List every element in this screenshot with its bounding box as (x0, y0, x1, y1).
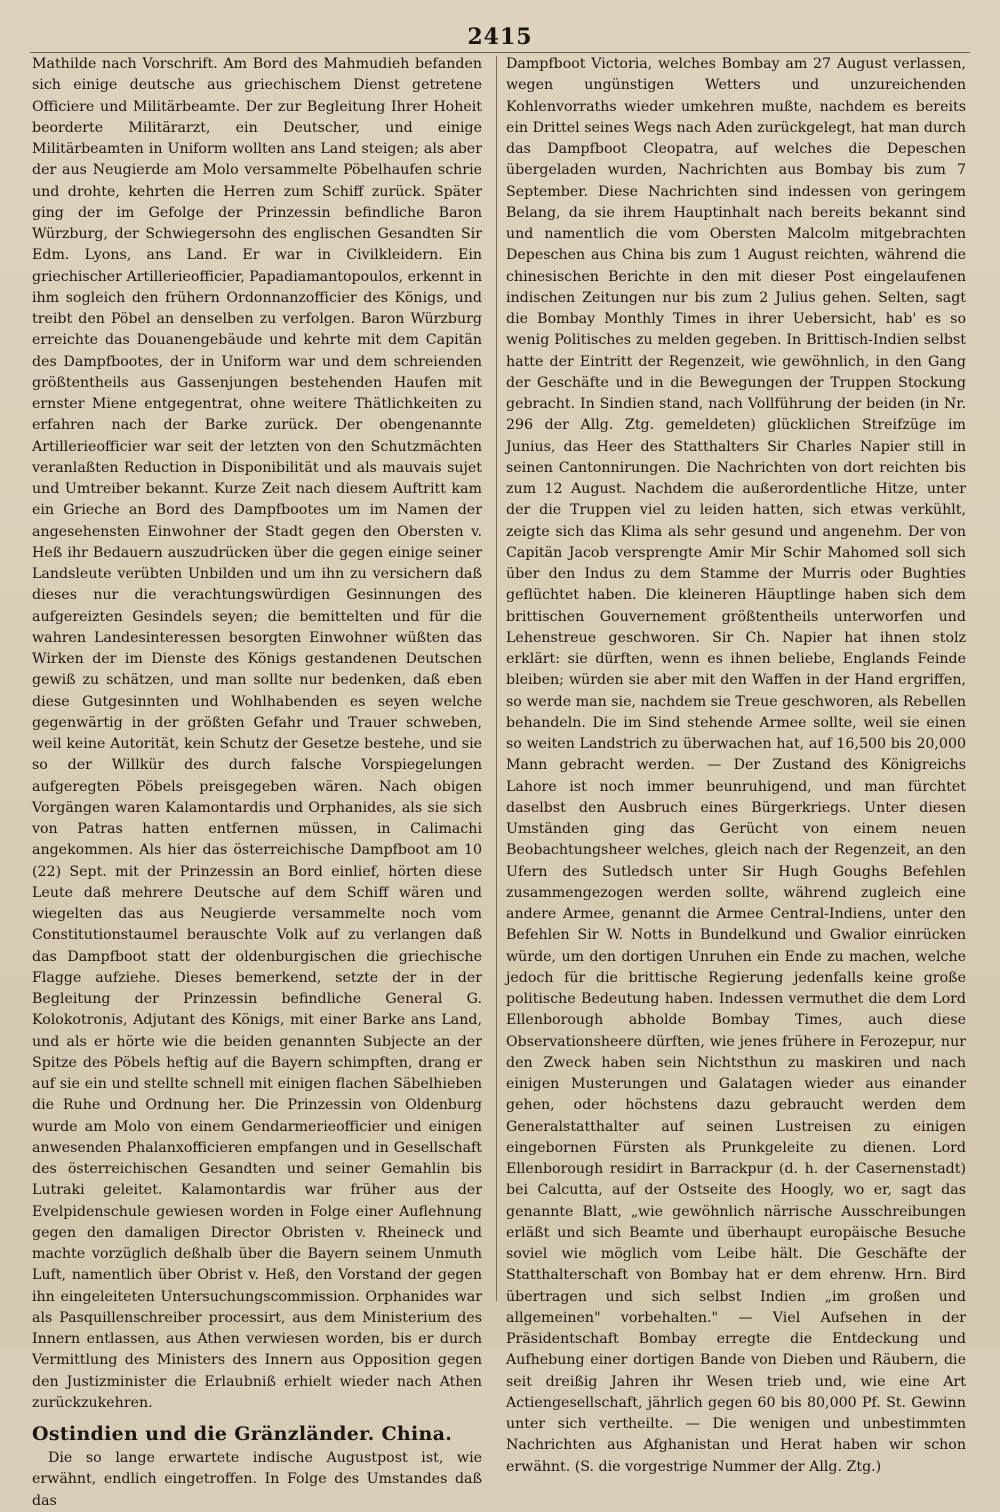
column-divider (496, 56, 497, 1301)
left-paragraph-continued: Mathilde nach Vorschrift. Am Bord des Mahmudieh befanden sich einige deutsche aus griechischem Dienst getretene Officiere und Militärbeamte. Der zur Begleitung Ihrer Hoheit beorderte Militärarzt, ein Deutscher, und einige Militärbeamten in Uniform wollten ans Land steigen; als aber der aus Neugierde am Molo versammelte Pöbelhaufen schrie und drohte, kehrten die Herren zum Schiff zurück. Später ging der im Gefolge der Prinzessin befindliche Baron Würzburg, der Schwiegersohn des englischen Gesandten Sir Edm. Lyons, ans Land. Er war in Civilkleidern. Ein griechischer Artillerieofficier, Papadiamantopoulos, erkennt in ihm sogleich den frühern Ordonnanzofficier des Königs, und treibt den Pöbel an denselben zu verfolgen. Baron Würzburg erreichte das Douanengebäude und kehrte mit dem Capitän des Dampfbootes, der in Uniform war und dem schreienden größtentheils aus Gassenjungen bestehenden Haufen mit ernster Miene entgegentrat, ohne weitere Thätlichkeiten zu erfahren nach der Barke zurück. Der obengenannte Artillerieofficier war seit der letzten von den Schutzmächten veranlaßten Reduction in Disponibilität und als mauvais sujet und Umtreiber bekannt. Kurze Zeit nach diesem Auftritt kam ein Grieche an Bord des Dampfbootes um im Namen der angesehensten Einwohner der Stadt gegen den Obersten v. Heß ihr Bedauern auszudrücken über die gegen einige seiner Landsleute verübten Unbilden und um ihn zu versichern daß dieses nur die verachtungswürdigen Gesinnungen des aufgereizten Gesindels seyen; die bemittelten und für die wahren Landesinteressen besorgten Einwohner wüßten das Wirken der im Dienste des Königs gestandenen Deutschen gewiß zu schätzen, und man sollte nur bedenken, daß eben diese Gutgesinnten und Wohlhabenden es seyen welche gegenwärtig in der größten Gefahr und Trauer schweben, weil keine Autorität, kein Schutz der Gesetze bestehe, und sie so der Willkür des durch falsche Vorspiegelungen aufgeregten Pöbels preisgegeben wären. Nach obigen Vorgängen waren Kalamontardis und Orphanides, als sie sich von Patras hatten entfernen müssen, in Calimachi angekommen. Als hier das österreichische Dampfboot am 10 (22) Sept. mit der Prinzessin an Bord einlief, hörten diese Leute daß mehrere Deutsche auf dem Schiff wären und wiegelten das aus Neugierde versammelte noch vom Constitutionstaumel berauschte Volk auf zu verlangen daß das Dampfboot statt der oldenburgischen die griechische Flagge aufziehe. Dieses bemerkend, setzte der in der Begleitung der Prinzessin befindliche General G. Kolokotronis, Adjutant des Königs, mit einer Barke ans Land, und als er hörte wie die beiden genannten Subjecte an der Spitze des Pöbels heftig auf die Bayern schimpften, drang er auf sie ein und stellte schnell mit einigen flachen Säbelhieben die Ruhe und Ordnung her. Die Prinzessin von Oldenburg wurde am Molo von einem Gendarmerieofficier und einigen anwesenden Phalanxofficieren empfangen und in Gesellschaft des österreichischen Gesandten und seiner Gemahlin bis Lutraki geleitet. Kalamontardis war früher aus der Evelpidenschule gewiesen worden in Folge einer Auflehnung gegen den damaligen Director Obristen v. Rheineck und machte vorzüglich deßhalb über die Bayern seinem Unmuth Luft, namentlich über Obrist v. Heß, den Vorstand der gegen ihn eingeleiteten Untersuchungscommission. Orphanides war als Pasquillenschreiber processirt, aus dem Ministerium des Innern entlassen, aus Athen verwiesen worden, bis er durch Vermittlung des Ministers des Innern aus Opposition gegen den Justizminister die Erlaubniß erhielt wieder nach Athen zurückzukehren. (32, 56, 482, 1411)
right-paragraph: Dampfboot Victoria, welches Bombay am 27 August verlassen, wegen ungünstigen Wetters und unzureichenden Kohlenvorraths wieder umkehren mußte, nachdem es bereits ein Drittel seines Wegs nach Aden zurückgelegt, hat man durch das Dampfboot Cleopatra, auf welches die Depeschen übergeladen wurden, Nachrichten aus Bombay bis zum 7 September. Diese Nachrichten sind indessen von geringem Belang, da sie ihrem Hauptinhalt nach bereits bekannt sind und namentlich die vom Obersten Malcolm mitgebrachten Depeschen aus China bis zum 1 August reichten, während die chinesischen Berichte in den mit dieser Post eingelaufenen indischen Zeitungen nur bis zum 2 Julius gehen. Selten, sagt die Bombay Monthly Times in ihrer Uebersicht, hab' es so wenig Politisches zu melden gegeben. In Brittisch-Indien selbst hatte der Eintritt der Regenzeit, wie gewöhnlich, in den Gang der Geschäfte und in die Bewegungen der Truppen Stockung gebracht. In Sindien stand, nach Vollführung der beiden (in Nr. 296 der Allg. Ztg. gemeldeten) glücklichen Streifzüge im Junius, das Heer des Statthalters Sir Charles Napier still in seinen Cantonnirungen. Die Nachrichten von dort reichten bis zum 12 August. Nachdem die außerordentliche Hitze, unter der die Truppen viel zu leiden hatten, sich etwas verkühlt, zeigte sich das Klima als sehr gesund und angenehm. Der von Capitän Jacob versprengte Amir Mir Schir Mahomed soll sich über den Indus zu dem Stamme der Murris oder Bughties geflüchtet haben. Die kleineren Häuptlinge haben sich dem brittischen Gouvernement größtentheils unterworfen und Lehenstreue geschworen. Sir Ch. Napier hat ihnen stolz erklärt: sie dürften, wenn es ihnen beliebe, Englands Feinde bleiben; würden sie aber mit den Waffen in der Hand ergriffen, so werde man sie, nachdem sie Treue geschworen, als Rebellen behandeln. Die im Sind stehende Armee sollte, weil sie einen so weiten Landstrich zu überwachen hat, auf 16,500 bis 20,000 Mann gebracht werden. — Der Zustand des Königreichs Lahore ist noch immer beunruhigend, und man fürchtet daselbst den Ausbruch eines Bürgerkriegs. Unter diesen Umständen ging das Gerücht von einem neuen Beobachtungsheer welches, gleich nach der Regenzeit, an den Ufern des Sutledsch unter Sir Hugh Goughs Befehlen zusammengezogen werden sollte, während zugleich eine andere Armee, genannt die Armee Central-Indiens, unter den Befehlen Sir W. Notts in Bundelkund und Gwalior einrücken würde, um den dortigen Unruhen ein Ende zu machen, welche jedoch für die brittische Regierung jedenfalls keine große politische Bedeutung haben. Indessen vermuthet die dem Lord Ellenborough abholde Bombay Times, auch diese Observationsheere dürften, wie jenes frühere in Ferozepur, nur den Zweck haben sein Nichtsthun zu maskiren und nach einigen Musterungen und Galatagen wieder aus einander gehen, oder höchstens dazu gebraucht werden dem Generalstatthalter auf seinen Lustreisen zu einigen eingebornen Fürsten als Prunkgeleite zu dienen. Lord Ellenborough residirt in Barrackpur (d. h. der Casernenstadt) bei Calcutta, auf der Ostseite des Hoogly, wo er, sagt das genannte Blatt, „wie gewöhnlich närrische Ausschreibungen erläßt und sich Beamte und überhaupt europäische Besuche soviel wie möglich vom Leibe hält. Die Geschäfte der Statthalterschaft von Bombay hat er dem ehrenw. Hrn. Bird übertragen und sich selbst Indien „im großen und allgemeinen" vorbehalten." — Viel Aufsehen in der Präsidentschaft Bombay erregte die Entdeckung und Aufhebung einer dortigen Bande von Dieben und Räubern, die seit dreißig Jahren ihr Wesen trieb und, wie eine Art Actiengesellschaft, jährlich gegen 60 bis 80,000 Pf. St. Gewinn unter sich vertheilte. — Die wenigen und unbestimmten Nachrichten aus Afghanistan und Herat haben wir schon erwähnt. (S. die vorgestrige Nummer der Allg. Ztg.) (506, 56, 966, 1475)
page-number: 2415 (467, 24, 533, 50)
left-column (32, 54, 482, 1512)
section-heading: Ostindien und die Gränzländer. China. (32, 1423, 453, 1445)
header-rule (30, 52, 970, 53)
right-column (506, 54, 966, 1478)
left-paragraph-new-section: Die so lange erwartete indische Augustpost ist, wie erwähnt, endlich eingetroffen. In Folge des Umstandes daß das (32, 1450, 482, 1509)
